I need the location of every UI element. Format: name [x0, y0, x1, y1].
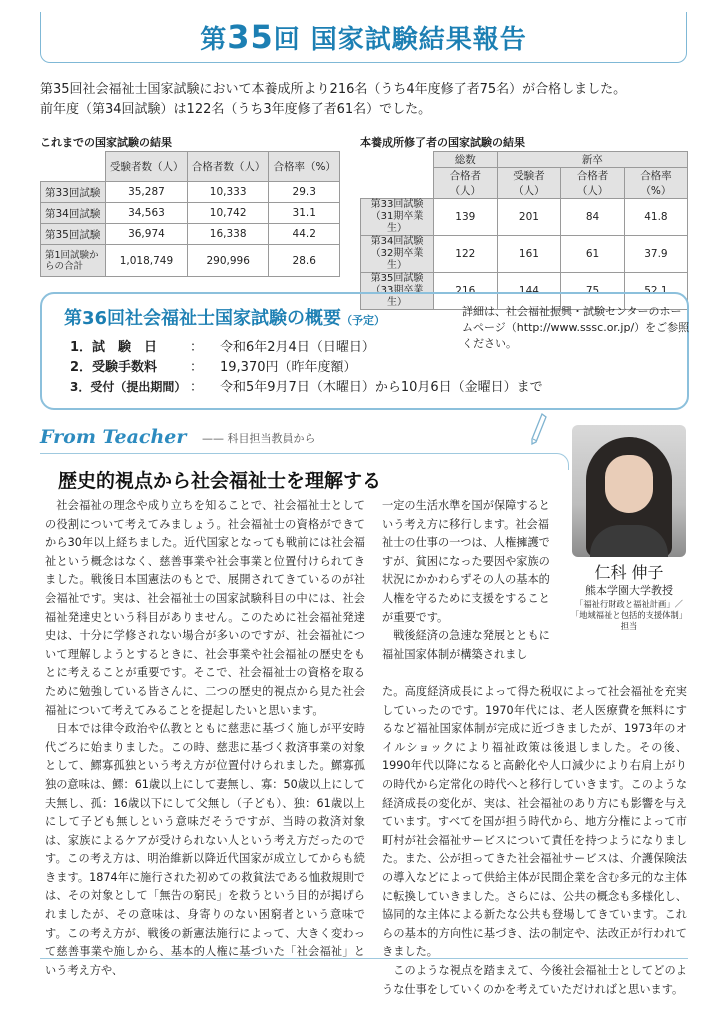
- table-row: 第35回試験（33期卒業生） 216 144 75 52.1: [361, 273, 688, 310]
- exam-application-row: 3．受付（提出期間） ： 令和5年9月7日（木曜日）から10月6日（金曜日）まで: [70, 380, 543, 395]
- th-rate: 合格率（%）: [269, 152, 340, 182]
- exam-fee-row: 2．受験手数料 ： 19,370円（昨年度額）: [70, 360, 357, 375]
- school-results-table: 総数 新卒 合格者（人） 受験者（人） 合格者（人） 合格率（%） 第33回試験（31期卒業生） 139 201 84 41.8 第34回試験（32期卒業生） 122 161 61 37.9 第35回試験（33期卒業生） 216 144 75 52.1: [360, 151, 688, 310]
- table-row: 第33回試験 35,287 10,333 29.3: [41, 182, 340, 203]
- teacher-subjects: 「福祉行財政と福祉計画」／「地域福祉と包括的支援体制」担当: [570, 599, 688, 631]
- title-banner: [40, 12, 687, 63]
- table-row: 第35回試験 36,974 16,338 44.2: [41, 224, 340, 245]
- th-new-group: 新卒: [497, 152, 687, 168]
- table-row: 第34回試験 34,563 10,742 31.1: [41, 203, 340, 224]
- exam36-note: 詳細は、社会福祉振興・試験センターのホームページ（http://www.sssc.or.jp/）をご参照ください。: [462, 305, 690, 350]
- from-teacher-header: From Teacher —— 科目担当教員から: [40, 426, 316, 448]
- article-right-top: 一定の生活水準を国が保障するという考え方に移行します。社会福祉士の仕事の一つは、人権擁護ですが、貧困になった要因や家族の状況にかかわらずその人の基本的人権を守るために支援をすることが重要です。 戦後経済の急速な発展とともに福祉国家体制が構築されまし: [382, 499, 550, 661]
- exam-date-row: 1．試 験 日 ： 令和6年2月4日（日曜日）: [70, 340, 375, 355]
- table1-caption: これまでの国家試験の結果: [40, 136, 172, 149]
- exam36-heading: 第36回社会福祉士国家試験の概要（予定）: [64, 308, 386, 329]
- th-passers: 合格者数（人）: [187, 152, 269, 182]
- national-results-table: [40, 151, 340, 277]
- table-row: 第33回試験（31期卒業生） 139 201 84 41.8: [361, 199, 688, 236]
- teacher-position: 熊本学園大学教授: [585, 584, 673, 597]
- table2-caption: 本養成所修了者の国家試験の結果: [360, 136, 525, 149]
- bottom-divider: [40, 958, 688, 959]
- article-left-column: 社会福祉の理念や成り立ちを知ることで、社会福祉士としての役割について考えてみましょう。社会福祉士の資格ができてから30年以上経ちました。近代国家となっても戦前には社会福祉という概念はなく、慈善事業や社会事業と位置付けられてきました。戦後日本国憲法のもとで、展開されてきているのが社会福祉です。実は、社会福祉士の国家試験科目の中には、社会福祉発達史という科目がありません。このために社会福祉発達史は、十分に学修されない場合が多いのですが、社会福祉について理解しようとするときに、社会事業や社会福祉の歴史をもとに考えることが重要です。そこで、社会福祉士の資格を取るために勉強している皆さんに、二つの歴史的視点から見た社会福祉について考えてみることを提起したいと思います。 日本では律令政治や仏教とともに慈悲に基づく施しが平安時代ごろに始まりました。この時、慈悲に基づく救済事業の対象として、鰥寡孤独という考え方が位置付けられました。鰥寡孤独の意味は、鰥：61歳以上にして妻無し、寡：50歳以上にして夫無し、孤：16歳以下にして父無し（子ども）、独：61歳以上にして子ども無しという意味だそうですが、当時の救済対象は、家族によるケアが受けられない人という考え方だったのです。この考え方は、明治維新以降近代国家が成立してからも続きます。1874年に施行された初めての救貧法である恤救規則では、その対象として「無告の窮民」を救うという目的が掲げられましたが、その意味は、身寄りのない困窮者という意味です。この考え方が、戦後の新憲法施行によって、大きく変わって慈善事業や施しから、基本的人権に基づいた「社会福祉」という考え方や、: [45, 499, 365, 977]
- article-title: 歴史的視点から社会福祉士を理解する: [58, 470, 382, 492]
- article-right-bottom: た。高度経済成長によって得た税収によって社会福祉を充実していったのです。1970年代には、老人医療費を無料にするなど福祉国家体制が完成に近づきましたが、1973年のオイルショックにより福祉政策は後退しました。その後、1990年代以降になると高齢化や人口減少により右肩上がりの時代から定常化の時代へと移行していきます。このような経済成長の変化が、実は、社会福祉のあり方にも影響を与えています。すべてを国が担う時代から、地方分権によって市町村が社会福祉サービスについて責任を持つようになりました。また、公が担ってきた社会福祉サービスは、介護保険法の導入などによって供給主体が民間企業を含む多元的な主体に転換していきました。さらには、公共の概念も多様化し、協同的な主体による新たな公共も登場してきています。これらの基本的方向性に基づき、法の制定や、法改正が行われてきました。 このような視点を踏まえて、今後社会福祉士としてどのような仕事をしていくのかを考えていただければと思います。: [382, 685, 687, 996]
- teacher-name: 仁科 伸子: [594, 563, 664, 582]
- teacher-photo: [572, 425, 686, 557]
- table-row: 第34回試験（32期卒業生） 122 161 61 37.9: [361, 236, 688, 273]
- pencil-icon: [530, 412, 548, 446]
- th-applicants: 受験者数（人）: [106, 152, 188, 182]
- table-row: 第1回試験からの合計 1,018,749 290,996 28.6: [41, 245, 340, 277]
- exam36-overview-box: [40, 292, 689, 410]
- page-title: 第35回 国家試験結果報告: [200, 18, 527, 56]
- intro-text: 第35回社会福祉士国家試験において本養成所より216名（うち4年度修了者75名）が合格しました。 前年度（第34回試験）は122名（うち3年度修了者61名）でした。: [40, 82, 627, 117]
- th-total-group: 総数: [434, 152, 498, 168]
